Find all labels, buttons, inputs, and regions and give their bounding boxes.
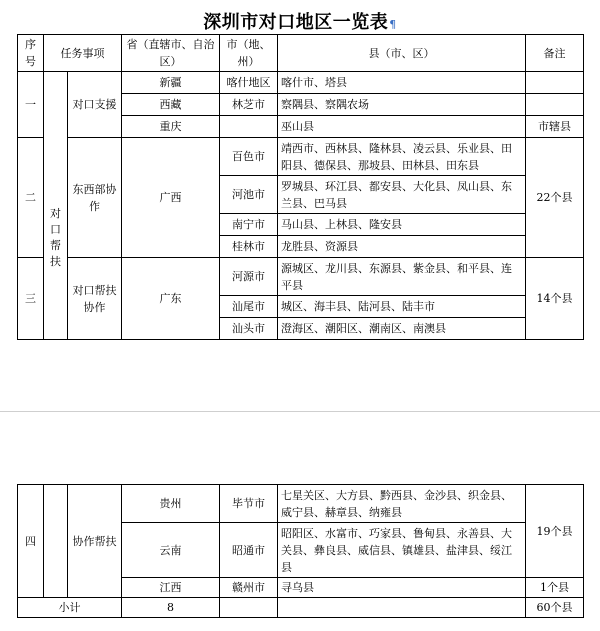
subtotal-label: 小计 xyxy=(18,598,122,618)
group-cell-blank xyxy=(44,485,68,598)
remark-cell xyxy=(526,72,584,94)
city-cell: 汕尾市 xyxy=(220,296,278,318)
subtotal-row xyxy=(18,598,584,618)
regions-table-bottom xyxy=(17,484,584,618)
header-city: 市（地、州） xyxy=(220,35,278,72)
seq-cell: 二 xyxy=(18,138,44,258)
county-cell: 澄海区、潮阳区、潮南区、南澳县 xyxy=(278,318,526,340)
header-county: 县（市、区） xyxy=(278,35,526,72)
regions-table-top xyxy=(17,34,584,340)
county-cell: 寻乌县 xyxy=(278,578,526,598)
group-label-cell xyxy=(44,138,68,340)
header-task: 任务事项 xyxy=(44,35,122,72)
city-cell: 桂林市 xyxy=(220,236,278,258)
county-cell: 源城区、龙川县、东源县、紫金县、和平县、连平县 xyxy=(278,258,526,296)
province-cell: 新疆 xyxy=(122,72,220,94)
table-row xyxy=(18,258,584,296)
province-cell: 广西 xyxy=(122,138,220,258)
city-cell xyxy=(220,116,278,138)
city-cell: 赣州市 xyxy=(220,578,278,598)
county-cell: 察隅县、察隅农场 xyxy=(278,94,526,116)
county-cell: 马山县、上林县、隆安县 xyxy=(278,214,526,236)
remark-cell: 14个县 xyxy=(526,258,584,340)
task-cell: 对口支援 xyxy=(68,72,122,138)
header-seq: 序号 xyxy=(18,35,44,72)
county-cell: 昭阳区、水富市、巧家县、鲁甸县、永善县、大关县、彝良县、威信县、镇雄县、盐津县、绥江县 xyxy=(278,523,526,578)
province-cell: 广东 xyxy=(122,258,220,340)
county-cell: 喀什市、塔县 xyxy=(278,72,526,94)
table-row xyxy=(18,138,584,176)
city-cell: 汕头市 xyxy=(220,318,278,340)
table-row xyxy=(18,485,584,523)
pilcrow-mark: ¶ xyxy=(389,18,397,31)
city-cell: 河池市 xyxy=(220,176,278,214)
seq-cell: 三 xyxy=(18,258,44,340)
header-province: 省（直辖市、自治区） xyxy=(122,35,220,72)
city-cell: 百色市 xyxy=(220,138,278,176)
task-cell: 协作帮扶 xyxy=(68,485,122,598)
task-cell: 东西部协作 xyxy=(68,138,122,258)
county-cell: 巫山县 xyxy=(278,116,526,138)
county-cell: 七星关区、大方县、黔西县、金沙县、织金县、威宁县、赫章县、纳雍县 xyxy=(278,485,526,523)
province-cell: 西藏 xyxy=(122,94,220,116)
seq-cell: 四 xyxy=(18,485,44,598)
city-cell: 昭通市 xyxy=(220,523,278,578)
city-cell: 南宁市 xyxy=(220,214,278,236)
remark-cell: 19个县 xyxy=(526,485,584,578)
subtotal-city xyxy=(220,598,278,618)
group-label-vertical: 对 口 帮 扶 xyxy=(50,207,61,269)
province-cell: 重庆 xyxy=(122,116,220,138)
group-cell-blank xyxy=(44,72,68,138)
header-row xyxy=(18,35,584,72)
subtotal-county xyxy=(278,598,526,618)
province-cell: 云南 xyxy=(122,523,220,578)
province-cell: 江西 xyxy=(122,578,220,598)
city-cell: 河源市 xyxy=(220,258,278,296)
remark-cell xyxy=(526,94,584,116)
subtotal-province-count: 8 xyxy=(122,598,220,618)
county-cell: 罗城县、环江县、都安县、大化县、凤山县、东兰县、巴马县 xyxy=(278,176,526,214)
title-text: 深圳市对口地区一览表 xyxy=(203,12,389,33)
county-cell: 城区、海丰县、陆河县、陆丰市 xyxy=(278,296,526,318)
seq-cell: 一 xyxy=(18,72,44,138)
table-row xyxy=(18,72,584,94)
province-cell: 贵州 xyxy=(122,485,220,523)
city-cell: 喀什地区 xyxy=(220,72,278,94)
remark-cell: 1个县 xyxy=(526,578,584,598)
task-cell: 对口帮扶协作 xyxy=(68,258,122,340)
header-remark: 备注 xyxy=(526,35,584,72)
page-break-line xyxy=(0,411,600,412)
county-cell: 龙胜县、资源县 xyxy=(278,236,526,258)
page-title xyxy=(0,8,600,34)
remark-cell: 22个县 xyxy=(526,138,584,258)
city-cell: 林芝市 xyxy=(220,94,278,116)
remark-cell: 市辖县 xyxy=(526,116,584,138)
city-cell: 毕节市 xyxy=(220,485,278,523)
county-cell: 靖西市、西林县、隆林县、凌云县、乐业县、田阳县、德保县、那坡县、田林县、田东县 xyxy=(278,138,526,176)
subtotal-remark: 60个县 xyxy=(526,598,584,618)
